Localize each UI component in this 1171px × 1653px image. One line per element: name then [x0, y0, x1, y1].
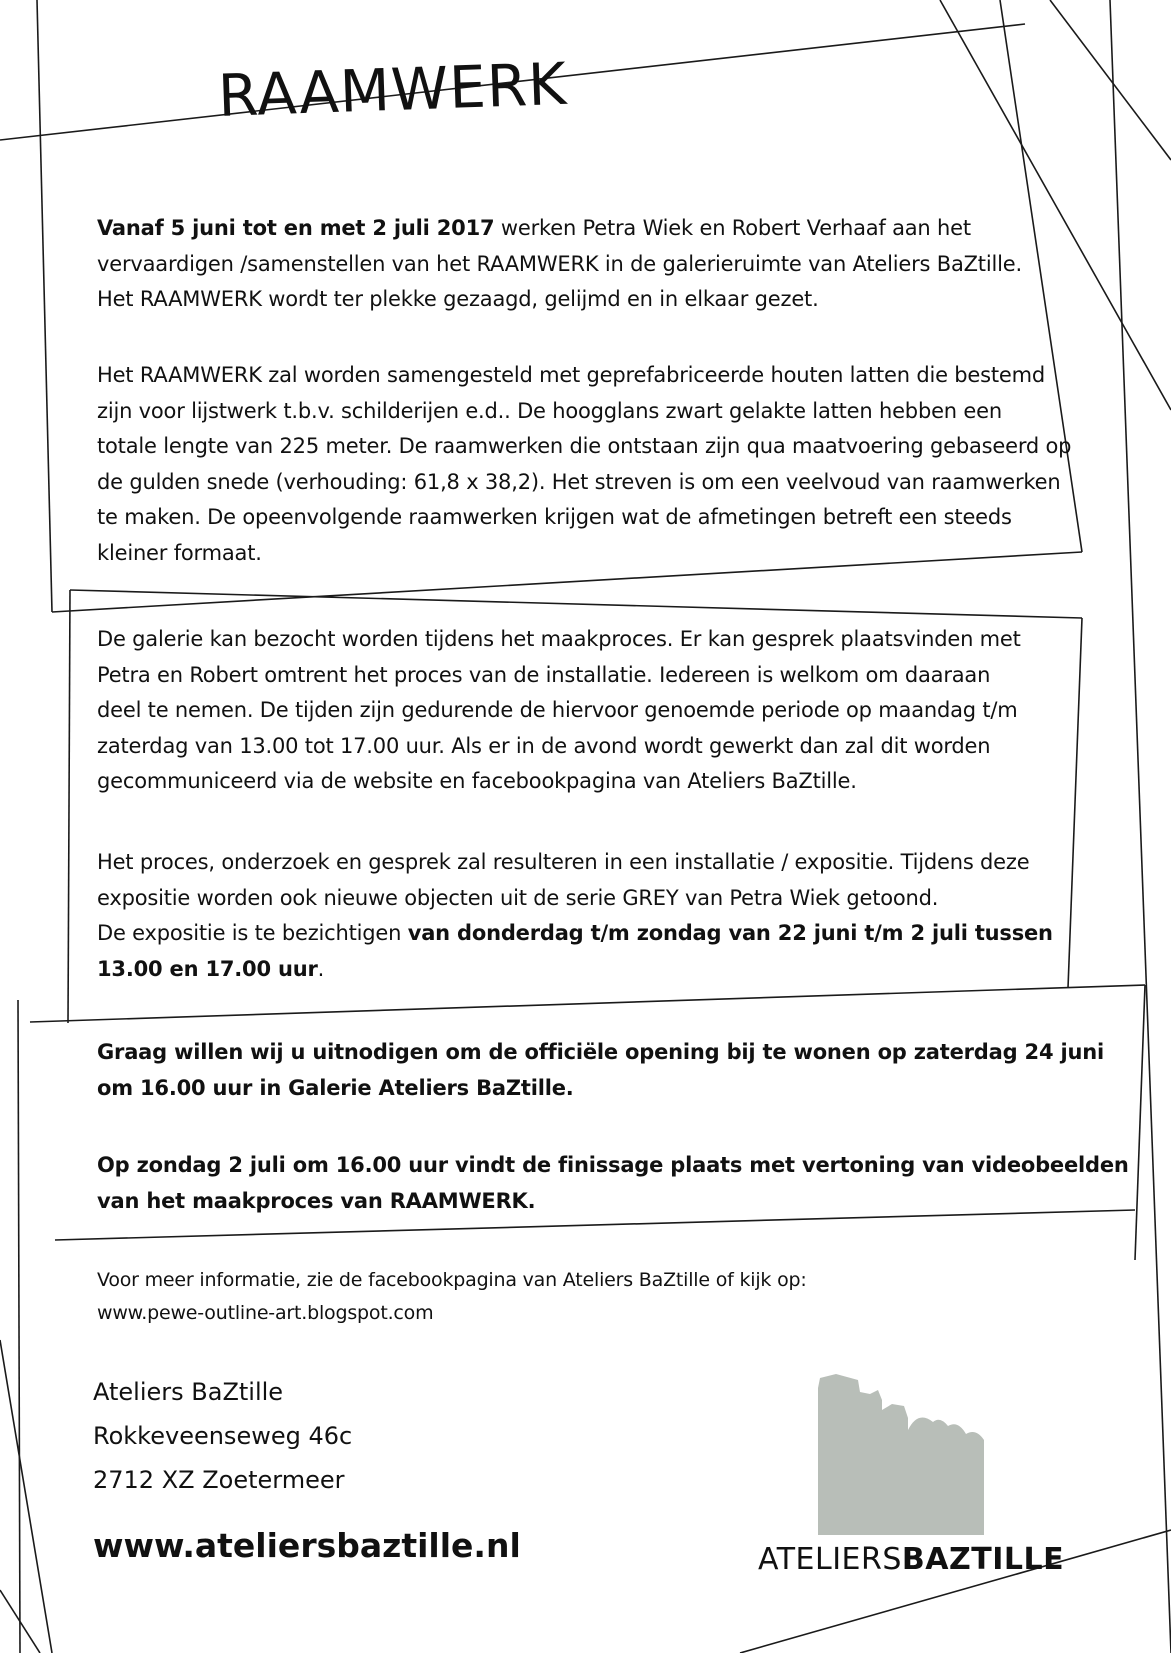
visit-line: gecommuniceerd via de website en facebookpagina van Ateliers BaZtille. [97, 769, 857, 793]
description-line: kleiner formaat. [97, 540, 262, 565]
info-paragraph [97, 1264, 1117, 1330]
exhibition-hours: 13.00 en 17.00 uur [97, 956, 318, 981]
description-line: te maken. De opeenvolgende raamwerken krijgen wat de afmetingen betreft een steeds [97, 505, 1012, 529]
intro-line-1 [97, 211, 1117, 247]
info-line: Voor meer informatie, zie de facebookpagina van Ateliers BaZtille of kijk op: [97, 1269, 807, 1291]
website-link[interactable]: www.ateliersbaztille.nl [93, 1526, 521, 1565]
intro-line-3: Het RAAMWERK wordt ter plekke gezaagd, gelijmd en in elkaar gezet. [97, 287, 819, 311]
description-line: zijn voor lijstwerk t.b.v. schilderijen e.d.. De hoogglans zwart gelakte latten hebben een [97, 398, 1002, 423]
finissage-line: Op zondag 2 juli om 16.00 uur vindt de finissage plaats met vertoning van videobeelden [97, 1153, 1129, 1177]
exhibition-line-4 [97, 952, 1117, 988]
address-block [93, 1370, 352, 1502]
info-url[interactable]: www.pewe-outline-art.blogspot.com [97, 1302, 434, 1324]
opening-line: Graag willen wij u uitnodigen om de officiële opening bij te wonen op zaterdag 24 juni [97, 1040, 1104, 1064]
address-city: 2712 XZ Zoetermeer [93, 1466, 345, 1494]
address-street: Rokkeveenseweg 46c [93, 1422, 353, 1450]
visit-line: Petra en Robert omtrent het proces van de installatie. Iedereen is welkom om daaraan [97, 662, 991, 687]
exhibition-line-3 [97, 916, 1117, 952]
visit-line: De galerie kan bezocht worden tijdens het maakproces. Er kan gesprek plaatsvinden met [97, 627, 1021, 651]
opening-paragraph [97, 1035, 1117, 1106]
visit-line: zaterdag van 13.00 tot 17.00 uur. Als er in de avond wordt gewerkt dan zal dit worden [97, 733, 991, 758]
exhibition-dates: van donderdag t/m zondag van 22 juni t/m 2 juli tussen [407, 921, 1053, 945]
exhibition-line-3-regular: De expositie is te bezichtigen [97, 921, 408, 945]
description-line: de gulden snede (verhouding: 61,8 x 38,2). Het streven is om een veelvoud van raamwerken [97, 469, 1061, 494]
opening-line: om 16.00 uur in Galerie Ateliers BaZtille. [97, 1075, 574, 1100]
intro-line-2: vervaardigen /samenstellen van het RAAMWERK in de galerieruimte van Ateliers BaZtille. [97, 251, 1022, 276]
finissage-line: van het maakproces van RAAMWERK. [97, 1188, 536, 1213]
exhibition-line-1: Het proces, onderzoek en gesprek zal resulteren in een installatie / expositie. Tijdens deze [97, 850, 1030, 874]
visit-line: deel te nemen. De tijden zijn gedurende de hiervoor genoemde periode op maandag t/m [97, 698, 1018, 722]
visit-paragraph [97, 622, 1117, 800]
intro-paragraph [97, 211, 1117, 318]
intro-dates: Vanaf 5 juni tot en met 2 juli 2017 [97, 216, 495, 240]
intro-line-1-rest: werken Petra Wiek en Robert Verhaaf aan het [494, 216, 971, 240]
description-line: Het RAAMWERK zal worden samengesteld met geprefabriceerde houten latten die bestemd [97, 363, 1046, 387]
page-title: RAAMWERK [216, 49, 569, 130]
exhibition-paragraph [97, 845, 1117, 987]
finissage-paragraph [97, 1148, 1129, 1219]
address-name: Ateliers BaZtille [93, 1378, 284, 1406]
logo-text-baztille: BAZTILLE [901, 1542, 1065, 1577]
description-paragraph [97, 358, 1117, 571]
exhibition-line-2: expositie worden ook nieuwe objecten uit de serie GREY van Petra Wiek getoond. [97, 885, 939, 910]
logo-text-ateliers: ATELIERS [758, 1542, 902, 1577]
building-logo-icon [808, 1370, 998, 1540]
description-line: totale lengte van 225 meter. De raamwerken die ontstaan zijn qua maatvoering gebaseerd op [97, 434, 1072, 458]
exhibition-line-4-end: . [317, 956, 325, 981]
logo-wordmark [758, 1542, 1064, 1577]
